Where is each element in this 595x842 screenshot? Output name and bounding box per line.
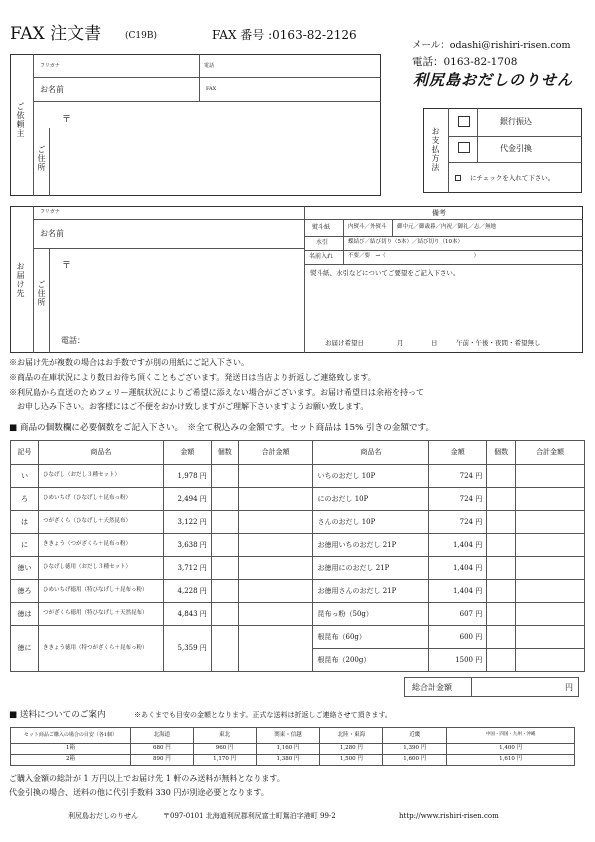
qty-cell[interactable] xyxy=(211,580,238,603)
ship-cell: 960 円 xyxy=(193,744,256,755)
product-name: お徳用いちのおだし 21P xyxy=(313,534,429,557)
product-price: 1,404 円 xyxy=(429,557,487,580)
ship-cell: 2箱 xyxy=(11,755,131,766)
table-row xyxy=(11,626,585,649)
product-price: 3,122 円 xyxy=(163,511,211,534)
footer-address: 〒097-0101 北海道利尻郡利尻富士町鴛泊字港町 99-2 xyxy=(163,812,336,820)
header-name-right: 商品名 xyxy=(313,441,429,465)
product-name: つがざくら徳用（特ひなげし＋天然昆布） xyxy=(38,603,163,626)
name-insert-options: 不要／要 →（ ） xyxy=(348,253,480,259)
product-name: ひなげし（おだし３種セット） xyxy=(38,465,163,488)
form-code: (C19B) xyxy=(125,31,157,41)
subtotal-cell[interactable] xyxy=(516,511,585,534)
qty-cell[interactable] xyxy=(211,488,238,511)
delivery-tel-label: 電話： xyxy=(61,336,85,345)
header-price-right: 金額 xyxy=(429,441,487,465)
delivery-side-label: お届け先 xyxy=(16,262,25,298)
product-price: 2,494 円 xyxy=(163,488,211,511)
subtotal-cell[interactable] xyxy=(238,511,313,534)
product-name: 昆布っ粉（50g） xyxy=(313,603,429,626)
qty-cell[interactable] xyxy=(487,488,516,511)
client-name-label: お名前 xyxy=(40,85,64,94)
header-qty-right: 個数 xyxy=(487,441,516,465)
ship-cell: 1,500 円 xyxy=(320,755,383,766)
header-subtotal: 合計金額 xyxy=(238,441,313,465)
ship-cell: 1,600 円 xyxy=(383,755,447,766)
subtotal-cell[interactable] xyxy=(238,580,313,603)
qty-cell[interactable] xyxy=(211,465,238,488)
subtotal-cell[interactable] xyxy=(516,626,585,649)
product-name: お徳用さんのおだし 21P xyxy=(313,580,429,603)
ship-cell: 890 円 xyxy=(130,755,193,766)
phone: 電話：0163-82-1708 xyxy=(412,56,518,68)
footer-note: 代金引換の場合、送料の他に代引手数料 330 円が別途必要となります。 xyxy=(9,788,269,797)
grand-total-unit: 円 xyxy=(565,683,573,692)
footer-note: ご購入金額の総計が 1 万円以上でお届け先 1 軒のみ送料が無料となります。 xyxy=(9,774,285,783)
delivery-day: 日 xyxy=(431,339,438,347)
ship-cell: 1箱 xyxy=(11,744,131,755)
shipping-heading: ■ 送料についてのご案内 xyxy=(9,710,106,720)
qty-cell[interactable] xyxy=(211,557,238,580)
table-row xyxy=(11,534,585,557)
product-price: 724 円 xyxy=(429,465,487,488)
page-title: FAX 注文書 xyxy=(10,24,102,44)
product-code: 徳は xyxy=(11,603,39,626)
subtotal-cell[interactable] xyxy=(238,603,313,626)
qty-cell[interactable] xyxy=(487,557,516,580)
mizuhiki-label: 水引 xyxy=(316,239,329,246)
table-row xyxy=(11,755,575,766)
product-name: にのおだし 10P xyxy=(313,488,429,511)
product-table xyxy=(10,440,585,672)
table-row xyxy=(11,488,585,511)
product-heading: ■ 商品の個数欄に必要個数をご記入下さい。 ※全て税込みの金額です。セット商品は 15% 引きの金額です。 xyxy=(9,423,435,433)
bank-transfer-checkbox[interactable] xyxy=(458,116,470,127)
shipping-table xyxy=(10,727,575,766)
grand-total-label: 総合計金額 xyxy=(412,683,452,692)
delivery-box xyxy=(10,206,583,353)
subtotal-cell[interactable] xyxy=(238,488,313,511)
product-code: 徳い xyxy=(11,557,39,580)
product-name: ひめいちげ徳用（特ひなげし＋昆布っ粉） xyxy=(38,580,163,603)
qty-cell[interactable] xyxy=(211,534,238,557)
header-code: 記号 xyxy=(11,441,39,465)
subtotal-cell[interactable] xyxy=(516,649,585,672)
table-row xyxy=(11,511,585,534)
product-name: 根昆布（200g） xyxy=(313,649,429,672)
shipping-heading-note: ※あくまでも目安の金額となります。正式な送料は折返しご連絡させて頂きます。 xyxy=(134,711,392,719)
ship-header: セット商品ご購入の場合の目安（各1個） xyxy=(11,728,131,744)
table-row xyxy=(11,744,575,755)
ship-header: 中国・四国・九州・沖縄 xyxy=(447,728,575,744)
check-sample-box xyxy=(455,175,461,181)
qty-cell[interactable] xyxy=(487,626,516,649)
email: メール：odashi@rishiri-risen.com xyxy=(412,40,571,51)
header-qty: 個数 xyxy=(211,441,238,465)
ship-header: 関東・信越 xyxy=(256,728,320,744)
ship-header: 北海道 xyxy=(130,728,193,744)
client-addr-label: ご住所 xyxy=(37,145,46,172)
delivery-postal-mark: 〒 xyxy=(62,261,72,271)
product-price: 3,712 円 xyxy=(163,557,211,580)
client-box xyxy=(10,54,381,196)
product-name: さんのおだし 10P xyxy=(313,511,429,534)
client-side-label: ご依頼主 xyxy=(16,102,25,138)
table-row xyxy=(11,580,585,603)
product-name: いちのおだし 10P xyxy=(313,465,429,488)
product-price: 1500 円 xyxy=(429,649,487,672)
note-line: ※お届け先が複数の場合はお手数ですが別の用紙にご記入下さい。 xyxy=(9,358,249,367)
product-name: ひなげし徳用（おだし３種セット） xyxy=(38,557,163,580)
product-price: 724 円 xyxy=(429,488,487,511)
header-name: 商品名 xyxy=(38,441,163,465)
footer-shop: 利尻島おだしのりせん xyxy=(68,812,138,820)
delivery-date-label: お届け希望日 xyxy=(325,339,364,347)
ship-cell: 1,400 円 xyxy=(447,744,575,755)
delivery-time-options: 午前・午後・夜間・希望無し xyxy=(456,339,541,347)
table-row xyxy=(11,465,585,488)
subtotal-cell[interactable] xyxy=(516,488,585,511)
shop-logo: 利尻島おだしのりせん xyxy=(413,71,574,89)
product-price: 600 円 xyxy=(429,626,487,649)
note-line: お申し込み下さい。お客様にはご不便をおかけ致しますがご理解下さいますようお願い致します。 xyxy=(9,402,369,411)
subtotal-cell[interactable] xyxy=(238,465,313,488)
qty-cell[interactable] xyxy=(211,603,238,626)
ship-cell: 1,610 円 xyxy=(447,755,575,766)
cod-label: 代金引換 xyxy=(500,144,532,153)
ship-cell: 1,380 円 xyxy=(256,755,320,766)
product-price: 4,843 円 xyxy=(163,603,211,626)
product-price: 607 円 xyxy=(429,603,487,626)
name-insert-label: 名前入れ xyxy=(309,253,334,260)
cod-checkbox[interactable] xyxy=(458,142,470,153)
ship-cell: 1,390 円 xyxy=(383,744,447,755)
payment-note: にチェックを入れて下さい。 xyxy=(470,174,555,182)
product-price: 5,359 円 xyxy=(163,626,211,672)
note-line: ※利尻島から直送のためフェリー運航状況によりご希望に添えない場合がございます。お届け希望日は余裕を持って xyxy=(9,388,424,397)
table-row xyxy=(11,603,585,626)
qty-cell[interactable] xyxy=(487,649,516,672)
product-name: お徳用にのおだし 21P xyxy=(313,557,429,580)
qty-cell[interactable] xyxy=(487,580,516,603)
product-price: 4,228 円 xyxy=(163,580,211,603)
ship-header: 近畿 xyxy=(383,728,447,744)
delivery-furigana-label: フリガナ xyxy=(40,209,60,215)
subtotal-cell[interactable] xyxy=(238,534,313,557)
client-fax-label: FAX xyxy=(206,86,217,92)
product-price: 1,978 円 xyxy=(163,465,211,488)
note-line: ※商品の在庫状況により数日お待ち頂くこともございます。発送日は当店より折返しご連絡致します。 xyxy=(9,373,376,382)
noshi-options: 内熨斗／外熨斗 xyxy=(348,224,387,230)
delivery-addr-label: ご住所 xyxy=(37,280,46,307)
client-tel-label: 電話 xyxy=(204,63,215,69)
footer-url[interactable]: http://www.rishiri-risen.com xyxy=(399,812,499,820)
qty-cell[interactable] xyxy=(487,534,516,557)
noshi-types: 御中元／御歳暮／内祝／御礼／志／無地 xyxy=(397,224,497,230)
qty-cell[interactable] xyxy=(487,465,516,488)
table-row xyxy=(11,557,585,580)
qty-cell[interactable] xyxy=(211,511,238,534)
client-postal-mark: 〒 xyxy=(62,115,72,125)
subtotal-cell[interactable] xyxy=(516,557,585,580)
bank-transfer-label: 銀行振込 xyxy=(500,117,532,126)
client-furigana-label: フリガナ xyxy=(40,63,60,69)
subtotal-cell[interactable] xyxy=(238,557,313,580)
product-code: は xyxy=(11,511,39,534)
payment-side-label: お支払方法 xyxy=(431,127,440,172)
qty-cell[interactable] xyxy=(487,511,516,534)
product-name: ひめいちげ（ひなげし＋昆布っ粉） xyxy=(38,488,163,511)
subtotal-cell[interactable] xyxy=(516,603,585,626)
subtotal-cell[interactable] xyxy=(238,626,313,672)
delivery-month: 月 xyxy=(397,339,404,347)
product-name: ききょう徳用（特つがざくら＋昆布っ粉） xyxy=(38,626,163,672)
ship-header: 北陸・東海 xyxy=(320,728,383,744)
subtotal-cell[interactable] xyxy=(516,465,585,488)
product-price: 1,404 円 xyxy=(429,580,487,603)
delivery-name-label: お名前 xyxy=(40,229,64,238)
qty-cell[interactable] xyxy=(211,626,238,672)
header-price: 金額 xyxy=(163,441,211,465)
remarks-title: 備考 xyxy=(432,209,446,217)
qty-cell[interactable] xyxy=(487,603,516,626)
product-name: 根昆布（60g） xyxy=(313,626,429,649)
product-price: 1,404 円 xyxy=(429,534,487,557)
product-price: 724 円 xyxy=(429,511,487,534)
subtotal-cell[interactable] xyxy=(516,580,585,603)
product-code: 徳に xyxy=(11,626,39,672)
product-code: い xyxy=(11,465,39,488)
product-code: に xyxy=(11,534,39,557)
mizuhiki-options: 蝶結び／結び切り（5本）／結び切り（10本） xyxy=(348,239,463,245)
fax-number: FAX 番号 :0163-82-2126 xyxy=(212,28,357,42)
product-name: ききょう（つがざくら＋昆布っ粉） xyxy=(38,534,163,557)
product-price: 3,638 円 xyxy=(163,534,211,557)
subtotal-cell[interactable] xyxy=(516,534,585,557)
product-name: つがざくら（ひなげし＋天然昆布） xyxy=(38,511,163,534)
noshi-label: 熨斗紙 xyxy=(312,224,331,231)
product-code: ろ xyxy=(11,488,39,511)
ship-cell: 1,170 円 xyxy=(193,755,256,766)
ship-header: 東北 xyxy=(193,728,256,744)
product-code: 徳ろ xyxy=(11,580,39,603)
ship-cell: 1,280 円 xyxy=(320,744,383,755)
remarks-note: 熨斗紙、水引などについてご要望をご記入下さい。 xyxy=(310,269,460,277)
ship-cell: 680 円 xyxy=(130,744,193,755)
ship-cell: 1,160 円 xyxy=(256,744,320,755)
header-subtotal-right: 合計金額 xyxy=(516,441,585,465)
